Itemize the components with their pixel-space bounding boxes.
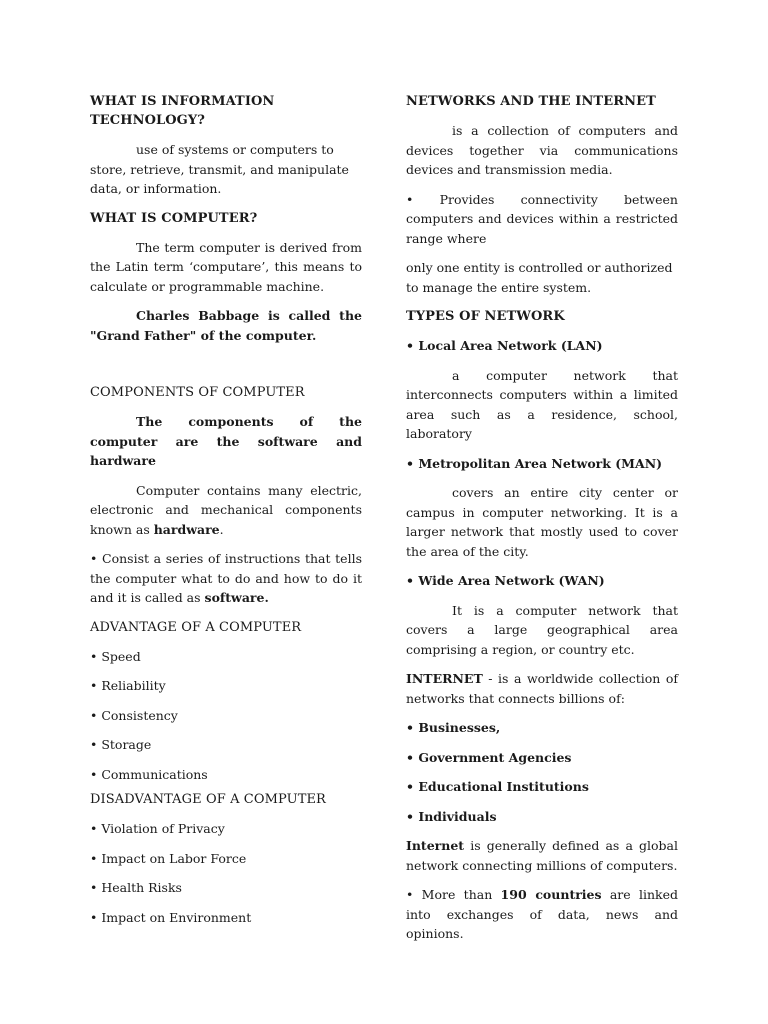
paragraph-software — [90, 549, 362, 608]
hardware-period: . — [219, 521, 224, 537]
heading-what-is-computer: WHAT IS COMPUTER? — [90, 210, 258, 226]
advantage-item: • Communications — [90, 766, 208, 782]
software-text: • Consist a series of instructions that tells the computer what to do and how to do it and it is called as — [90, 551, 362, 605]
paragraph-internet-global — [406, 836, 678, 875]
wan-title: • Wide Area Network (WAN) — [406, 573, 605, 588]
left-column — [90, 92, 362, 937]
paragraph-network-definition: is a collection of computers and devices together via communications devices and transmission media. — [406, 123, 678, 177]
wan-description: It is a computer network that covers a large geographical area comprising a region, or country etc. — [406, 602, 678, 657]
internet-text: - is a worldwide collection of networks that connects billions of: — [406, 671, 678, 706]
advantage-item: • Storage — [90, 737, 152, 752]
advantage-item: • Reliability — [90, 678, 166, 693]
paragraph-computer-definition: The term computer is derived from the Latin term ‘computare’, this means to calculate or programmable machine. — [90, 239, 362, 294]
man-title: • Metropolitan Area Network (MAN) — [406, 455, 663, 471]
hardware-text: Computer contains many electric, electronic and mechanical components known as — [90, 482, 362, 537]
internet-list-item: • Government Agencies — [406, 749, 572, 765]
heading-disadvantage: DISADVANTAGE OF A COMPUTER — [90, 792, 326, 807]
lan-description: a computer network that interconnects computers within a limited area such as a residence, school, laboratory — [406, 367, 678, 441]
right-column — [406, 92, 678, 954]
internet2-term: Internet — [406, 838, 465, 853]
disadvantage-item: • Impact on Labor Force — [90, 850, 247, 866]
paragraph-components: The components of the computer are the software and hardware — [90, 414, 362, 468]
heading-types-of-network: TYPES OF NETWORK — [406, 309, 565, 324]
internet2-text: is generally defined as a global network connecting millions of computers. — [406, 838, 678, 873]
disadvantage-item: • Impact on Environment — [90, 909, 252, 925]
paragraph-provides: • Provides connectivity between computers and devices within a restricted range where — [406, 191, 678, 246]
paragraph-hardware — [90, 481, 362, 540]
heading-advantage: ADVANTAGE OF A COMPUTER — [90, 619, 302, 635]
hardware-term: hardware — [153, 521, 220, 537]
countries-count: 190 countries — [500, 887, 602, 902]
paragraph-countries — [406, 885, 678, 944]
internet-list-item: • Businesses, — [406, 720, 501, 735]
man-description: covers an entire city center or campus in computer networking. It is a larger network that mostly used to cover the area of the city. — [406, 485, 678, 559]
countries-post: are linked into exchanges of data, news and opinions. — [406, 887, 678, 941]
countries-pre: • More than — [406, 887, 501, 902]
advantage-item: • Speed — [90, 648, 141, 664]
paragraph-only-entity: only one entity is controlled or authorized to manage the entire system. — [406, 260, 673, 295]
paragraph-internet — [406, 669, 678, 708]
disadvantage-item: • Health Risks — [90, 880, 182, 895]
spacer — [90, 355, 362, 383]
advantage-item: • Consistency — [90, 707, 178, 723]
internet-term: INTERNET — [406, 671, 483, 686]
heading-information-technology: WHAT IS INFORMATION TECHNOLOGY? — [90, 94, 275, 128]
paragraph-it-definition: use of systems or computers to store, retrieve, transmit, and manipulate data, or information. — [90, 142, 349, 196]
heading-components: COMPONENTS OF COMPUTER — [90, 385, 305, 400]
paragraph-babbage: Charles Babbage is called the "Grand Father" of the computer. — [90, 308, 362, 343]
internet-list-item: • Educational Institutions — [406, 779, 589, 794]
software-term: software. — [204, 590, 269, 605]
lan-title: • Local Area Network (LAN) — [406, 338, 603, 353]
heading-networks-internet: NETWORKS AND THE INTERNET — [406, 94, 656, 109]
disadvantage-item: • Violation of Privacy — [90, 821, 225, 836]
internet-list-item: • Individuals — [406, 808, 497, 824]
